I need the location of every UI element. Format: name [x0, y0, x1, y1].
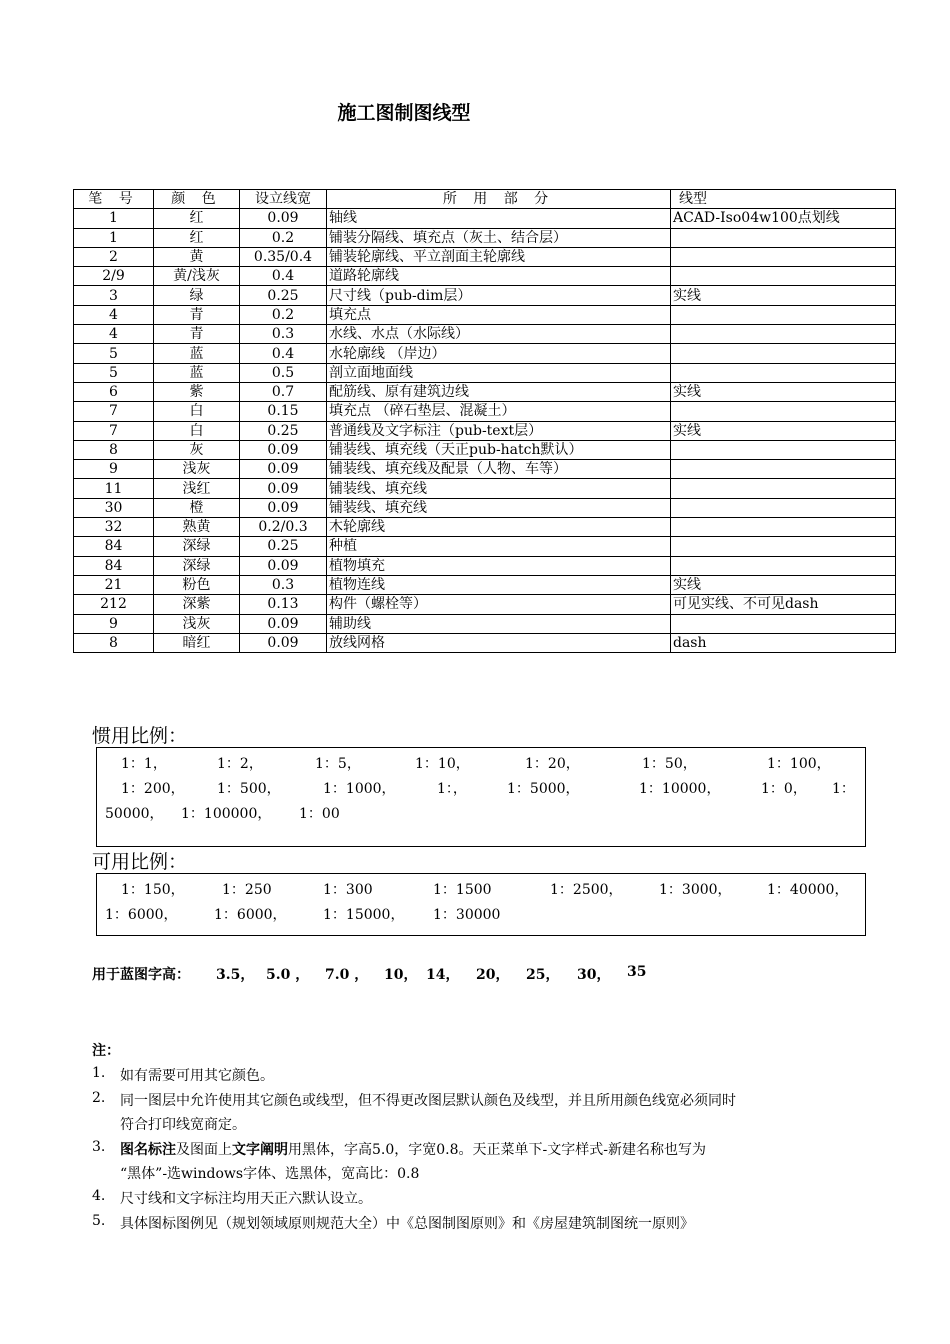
scale-item: 1：1000，: [323, 781, 396, 797]
line-width-cell: 0.4: [240, 344, 327, 363]
pen-number-cell: 4: [74, 325, 154, 344]
scale-item: 1：150，: [121, 882, 185, 898]
color-cell: 黄/浅灰: [154, 267, 240, 286]
scale-item: 1：10000，: [639, 781, 721, 797]
usage-cell: 木轮廓线: [327, 518, 671, 537]
scale-item: 1：，: [437, 781, 467, 797]
header-linetype: 线型: [671, 190, 896, 209]
note-text: [120, 1139, 706, 1159]
line-type-cell: [671, 325, 896, 344]
line-width-cell: 0.2: [240, 305, 327, 324]
scale-item: 1：0，: [761, 781, 807, 797]
note-number: 4.: [92, 1188, 106, 1204]
font-height-value: 25，: [526, 967, 560, 983]
font-height-value: 10，: [384, 967, 418, 983]
table-row: [74, 498, 896, 517]
usable-scales-heading: 可用比例：: [92, 851, 188, 873]
note-bold-text: 文字阐明: [232, 1142, 288, 1158]
scale-item: 1：20，: [525, 756, 580, 772]
table-row: [74, 247, 896, 266]
line-width-cell: 0.2: [240, 228, 327, 247]
color-cell: 白: [154, 402, 240, 421]
pen-number-cell: 4: [74, 305, 154, 324]
note-text: 同一图层中允许使用其它颜色或线型，但不得更改图层默认颜色及线型，并且所用颜色线宽必须同时: [120, 1093, 736, 1109]
pen-number-cell: 2/9: [74, 267, 154, 286]
pen-number-cell: 7: [74, 402, 154, 421]
line-type-cell: [671, 267, 896, 286]
usage-cell: 配筋线、原有建筑边线: [327, 382, 671, 401]
scale-item: 1：200，: [121, 781, 185, 797]
font-height-label: 用于蓝图字高：: [92, 967, 190, 983]
table-row: [74, 556, 896, 575]
line-type-cell: 实线: [671, 286, 896, 305]
note-number: 5.: [92, 1213, 106, 1229]
usage-cell: 辅助线: [327, 614, 671, 633]
common-scales-box: [96, 747, 866, 847]
line-width-cell: 0.13: [240, 595, 327, 614]
page-title: 施工图制图线型: [337, 102, 471, 124]
color-cell: 白: [154, 421, 240, 440]
usage-cell: 铺装线、填充线: [327, 479, 671, 498]
line-type-cell: [671, 479, 896, 498]
color-cell: 暗红: [154, 633, 240, 652]
pen-number-cell: 8: [74, 633, 154, 652]
table-row: [74, 421, 896, 440]
font-height-value: 30，: [577, 967, 611, 983]
color-cell: 粉色: [154, 575, 240, 594]
pen-number-cell: 212: [74, 595, 154, 614]
scale-item: 1：50，: [642, 756, 697, 772]
line-width-cell: 0.09: [240, 479, 327, 498]
font-height-value: 3.5，: [216, 967, 255, 983]
table-row: [74, 286, 896, 305]
table-row: [74, 479, 896, 498]
line-width-cell: 0.09: [240, 440, 327, 459]
pen-number-cell: 5: [74, 344, 154, 363]
scale-item: 1：: [832, 781, 855, 797]
color-cell: 浅红: [154, 479, 240, 498]
line-type-cell: [671, 344, 896, 363]
pen-number-cell: 9: [74, 614, 154, 633]
pen-number-cell: 11: [74, 479, 154, 498]
table-row: [74, 633, 896, 652]
color-cell: 橙: [154, 498, 240, 517]
usage-cell: 植物填充: [327, 556, 671, 575]
pen-number-cell: 6: [74, 382, 154, 401]
color-cell: 熟黄: [154, 518, 240, 537]
line-type-cell: [671, 518, 896, 537]
note-text: “黑体”-选windows字体、选黑体，宽高比：0.8: [120, 1166, 420, 1182]
scale-item: 1：5000，: [507, 781, 580, 797]
usage-cell: 铺装分隔线、填充点（灰土、结合层）: [327, 228, 671, 247]
usage-cell: 普通线及文字标注（pub-text层）: [327, 421, 671, 440]
color-cell: 青: [154, 325, 240, 344]
note-plain-text: 及图面上: [176, 1142, 232, 1158]
scale-item: 1：6000，: [105, 907, 178, 923]
pen-number-cell: 30: [74, 498, 154, 517]
color-cell: 紫: [154, 382, 240, 401]
pen-number-cell: 84: [74, 537, 154, 556]
font-height-value: 14，: [426, 967, 460, 983]
line-type-cell: [671, 460, 896, 479]
pen-number-cell: 1: [74, 209, 154, 228]
table-row: [74, 518, 896, 537]
scale-item: 1：40000，: [767, 882, 849, 898]
line-width-cell: 0.5: [240, 363, 327, 382]
header-width: 设立线宽: [240, 190, 327, 209]
pen-number-cell: 3: [74, 286, 154, 305]
pen-number-cell: 1: [74, 228, 154, 247]
header-color: 颜 色: [154, 190, 240, 209]
scale-item: 1：1500: [433, 882, 492, 898]
line-type-cell: 实线: [671, 382, 896, 401]
color-cell: 蓝: [154, 344, 240, 363]
font-height-value: 35: [627, 964, 647, 980]
scale-item: 1：100000，: [181, 806, 272, 822]
line-width-cell: 0.09: [240, 460, 327, 479]
usage-cell: 铺装线、填充线（天正pub-hatch默认）: [327, 440, 671, 459]
usage-cell: 植物连线: [327, 575, 671, 594]
usage-cell: 尺寸线（pub-dim层）: [327, 286, 671, 305]
line-width-cell: 0.15: [240, 402, 327, 421]
scale-item: 1：100，: [767, 756, 831, 772]
scale-item: 1：5，: [315, 756, 361, 772]
usage-cell: 轴线: [327, 209, 671, 228]
table-row: [74, 228, 896, 247]
scale-item: 1：3000，: [659, 882, 732, 898]
line-type-cell: [671, 498, 896, 517]
table-row: [74, 537, 896, 556]
scale-item: 1：2500，: [550, 882, 623, 898]
table-row: [74, 344, 896, 363]
note-bold-text: 图名标注: [120, 1142, 176, 1158]
line-type-cell: 实线: [671, 575, 896, 594]
usage-cell: 铺装轮廓线、平立剖面主轮廓线: [327, 247, 671, 266]
color-cell: 蓝: [154, 363, 240, 382]
color-cell: 深紫: [154, 595, 240, 614]
line-width-cell: 0.09: [240, 633, 327, 652]
font-height-value: 20，: [476, 967, 510, 983]
color-cell: 深绿: [154, 556, 240, 575]
scale-item: 50000，: [105, 806, 164, 822]
scale-item: 1：500，: [217, 781, 281, 797]
line-type-cell: [671, 537, 896, 556]
line-width-cell: 0.09: [240, 556, 327, 575]
line-width-cell: 0.25: [240, 421, 327, 440]
line-width-cell: 0.2/0.3: [240, 518, 327, 537]
line-type-cell: [671, 363, 896, 382]
color-cell: 浅灰: [154, 614, 240, 633]
color-cell: 红: [154, 209, 240, 228]
note-text: 如有需要可用其它颜色。: [120, 1068, 274, 1084]
pen-number-cell: 8: [74, 440, 154, 459]
line-type-cell: dash: [671, 633, 896, 652]
note-number: 1.: [92, 1065, 106, 1081]
notes-title: 注：: [92, 1043, 120, 1059]
note-number: 2.: [92, 1090, 106, 1106]
usage-cell: 放线网格: [327, 633, 671, 652]
table-row: [74, 209, 896, 228]
color-cell: 红: [154, 228, 240, 247]
common-scales-heading: 惯用比例：: [92, 725, 188, 747]
scale-item: 1：1，: [121, 756, 167, 772]
scale-item: 1：300: [323, 882, 373, 898]
line-type-cell: [671, 556, 896, 575]
header-pen: 笔 号: [74, 190, 154, 209]
scale-item: 1：00: [299, 806, 340, 822]
table-row: [74, 440, 896, 459]
table-row: [74, 575, 896, 594]
line-type-cell: [671, 247, 896, 266]
note-text: 符合打印线宽商定。: [120, 1117, 246, 1133]
line-width-cell: 0.25: [240, 286, 327, 305]
usage-cell: 填充点 （碎石垫层、混凝土）: [327, 402, 671, 421]
line-type-cell: 可见实线、不可见dash: [671, 595, 896, 614]
scale-item: 1：250: [222, 882, 272, 898]
usage-cell: 水线、水点（水际线）: [327, 325, 671, 344]
table-row: [74, 325, 896, 344]
line-width-cell: 0.3: [240, 325, 327, 344]
table-row: [74, 363, 896, 382]
table-row: [74, 382, 896, 401]
color-cell: 黄: [154, 247, 240, 266]
line-width-cell: 0.35/0.4: [240, 247, 327, 266]
usage-cell: 构件（螺栓等）: [327, 595, 671, 614]
usage-cell: 填充点: [327, 305, 671, 324]
note-text: 具体图标图例见（规划领域原则规范大全）中《总图制图原则》和《房屋建筑制图统一原则》: [120, 1216, 694, 1232]
color-cell: 深绿: [154, 537, 240, 556]
table-row: [74, 402, 896, 421]
line-width-cell: 0.7: [240, 382, 327, 401]
pen-number-cell: 2: [74, 247, 154, 266]
note-number: 3.: [92, 1139, 106, 1155]
font-height-value: 5.0 ，: [266, 967, 310, 983]
table-row: [74, 460, 896, 479]
line-width-cell: 0.3: [240, 575, 327, 594]
line-width-cell: 0.4: [240, 267, 327, 286]
table-row: [74, 595, 896, 614]
font-height-value: 7.0 ，: [325, 967, 369, 983]
color-cell: 浅灰: [154, 460, 240, 479]
pen-number-cell: 9: [74, 460, 154, 479]
line-type-cell: [671, 440, 896, 459]
scale-item: 1：10，: [415, 756, 470, 772]
line-type-cell: 实线: [671, 421, 896, 440]
header-usage: 所 用 部 分: [327, 190, 671, 209]
usage-cell: 道路轮廓线: [327, 267, 671, 286]
scale-item: 1：15000，: [323, 907, 405, 923]
usable-scales-box: [96, 873, 866, 936]
line-type-cell: [671, 402, 896, 421]
color-cell: 青: [154, 305, 240, 324]
line-width-cell: 0.09: [240, 614, 327, 633]
line-type-cell: ACAD-Iso04w100点划线: [671, 209, 896, 228]
note-plain-text: 用黑体，字高5.0，字宽0.8。天正菜单下-文字样式-新建名称也写为: [288, 1142, 706, 1158]
line-width-cell: 0.09: [240, 209, 327, 228]
line-type-cell: [671, 614, 896, 633]
line-width-cell: 0.09: [240, 498, 327, 517]
scale-item: 1：2，: [217, 756, 263, 772]
table-row: [74, 614, 896, 633]
usage-cell: 铺装线、填充线及配景（人物、车等）: [327, 460, 671, 479]
usage-cell: 铺装线、填充线: [327, 498, 671, 517]
table-row: [74, 267, 896, 286]
line-type-cell: [671, 228, 896, 247]
note-text: 尺寸线和文字标注均用天正六默认设立。: [120, 1191, 372, 1207]
usage-cell: 剖立面地面线: [327, 363, 671, 382]
table-row: [74, 305, 896, 324]
pen-number-cell: 5: [74, 363, 154, 382]
scale-item: 1：6000，: [214, 907, 287, 923]
line-type-cell: [671, 305, 896, 324]
pen-number-cell: 21: [74, 575, 154, 594]
color-cell: 灰: [154, 440, 240, 459]
pen-number-cell: 32: [74, 518, 154, 537]
usage-cell: 种植: [327, 537, 671, 556]
usage-cell: 水轮廓线 （岸边）: [327, 344, 671, 363]
pen-number-cell: 7: [74, 421, 154, 440]
table-header-row: [74, 190, 896, 209]
line-type-table: [73, 189, 896, 653]
line-width-cell: 0.25: [240, 537, 327, 556]
pen-number-cell: 84: [74, 556, 154, 575]
color-cell: 绿: [154, 286, 240, 305]
scale-item: 1：30000: [433, 907, 501, 923]
